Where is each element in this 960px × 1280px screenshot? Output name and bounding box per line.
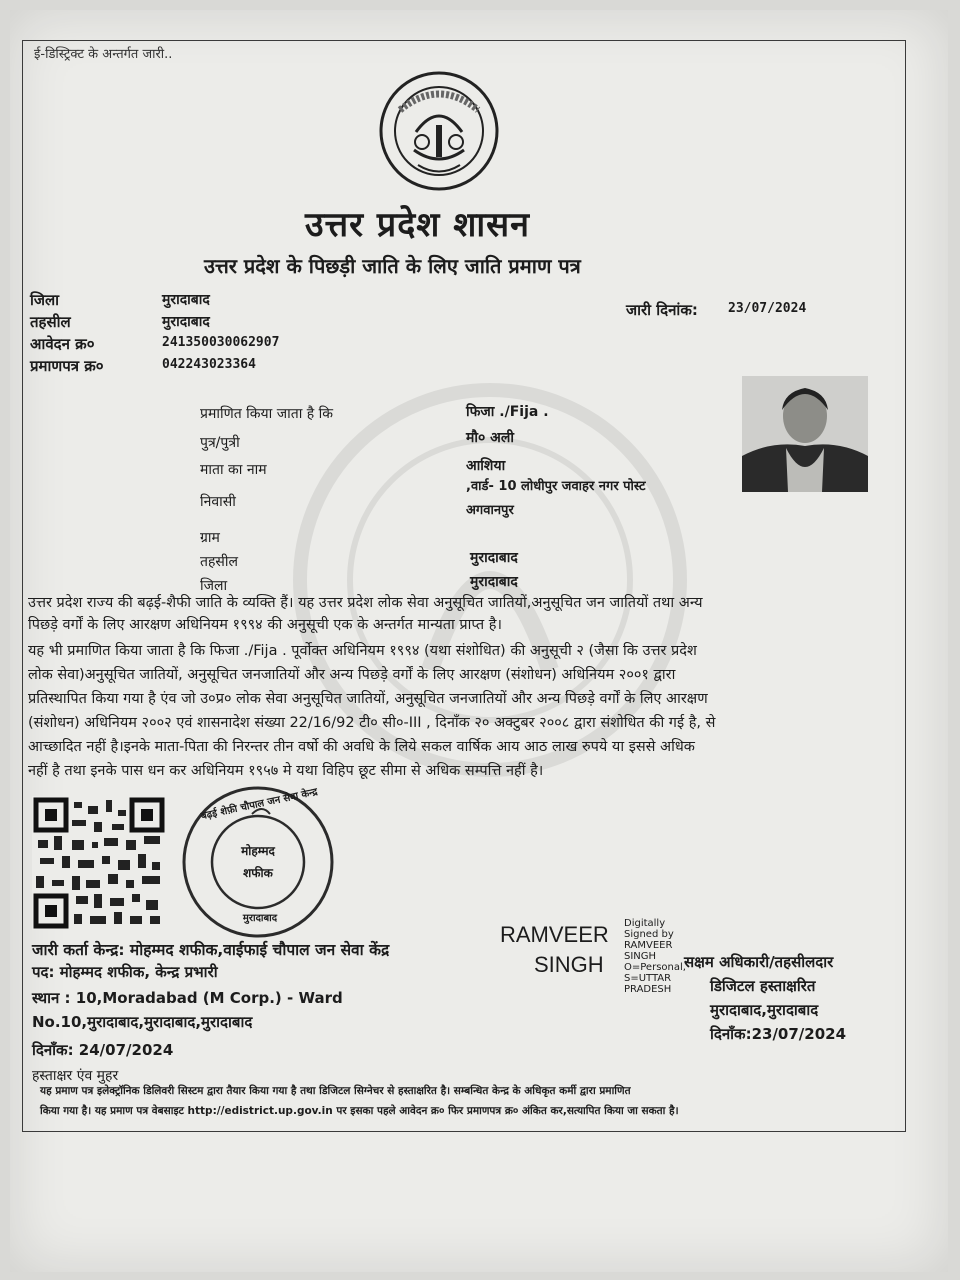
district-value: मुरादाबाद xyxy=(162,292,210,308)
signature-and-seal-label: हस्ताक्षर एंव मुहर xyxy=(32,1068,119,1084)
application-label: आवेदन क्र० xyxy=(30,335,95,353)
declaration-line: (संशोधन) अधिनियम २००२ एवं शासनादेश संख्या 22/16/92 टी० सी०-III , दिनाँक २० अक्टुबर २००८ द्वारा संशोधित की गई है, से xyxy=(28,715,716,731)
issuing-centre: जारी कर्ता केन्द्र: मोहम्मद शफीक,वाईफाई चौपाल जन सेवा केंद्र xyxy=(32,941,390,959)
declaration-line: नहीं है तथा इनके पास धन कर अधिनियम १९५७ मे यथा विहिप छूट सीमा से अधिक सम्पत्ति नहीं है। xyxy=(28,763,544,779)
tehsil-label: तहसील xyxy=(30,313,71,331)
digital-signer-name-line2: SINGH xyxy=(534,952,604,977)
application-number: 241350030062907 xyxy=(162,335,280,350)
issue-date-value: 23/07/2024 xyxy=(728,301,807,316)
qr-code-icon xyxy=(32,796,166,930)
father-name-value: मौ० अली xyxy=(466,430,514,446)
detail-label: तहसील xyxy=(200,554,238,570)
footnote-line: यह प्रमाण पत्र इलेक्ट्रॉनिक डिलिवरी सिस्टम द्वारा तैयार किया गया है तथा डिजिटल सिग्नेचर से हस्ताक्षरित है। सम्बन्धित केन्द्र के अधिकृत कर्मी द्वारा प्रमाणित xyxy=(40,1085,631,1097)
footnote-line: किया गया है। यह प्रमाण पत्र वेबसाइट http://edistrict.up.gov.in पर इसका पहले आवेदन क्र० फिर प्रमाणपत्र क्र० अंकित कर,सत्यापित किया जा सकता है। xyxy=(40,1105,679,1117)
issuer-post: पद: मोहम्मद शफीक, केन्द्र प्रभारी xyxy=(32,963,218,981)
certificate-number: 042243023364 xyxy=(162,357,256,372)
digital-signature-details: Digitally Signed by RAMVEER SINGH O=Personal, S=UTTAR PRADESH xyxy=(624,918,686,995)
detail-tehsil-value: मुरादाबाद xyxy=(470,550,518,566)
certificate-label: प्रमाणपत्र क्र० xyxy=(30,357,104,375)
header-note: ई-डिस्ट्रिक्ट के अन्तर्गत जारी.. xyxy=(34,47,173,62)
issuer-place-line2: No.10,मुरादाबाद,मुरादाबाद,मुरादाबाद xyxy=(32,1013,253,1031)
page-subtitle: उत्तर प्रदेश के पिछड़ी जाति के लिए जाति प्रमाण पत्र xyxy=(204,254,581,278)
authority-place: मुरादाबाद,मुरादाबाद xyxy=(710,1001,819,1019)
qr-code[interactable] xyxy=(32,796,166,930)
authority-title: सक्षम अधिकारी/तहसीलदार xyxy=(684,953,834,971)
declaration-line: लोक सेवा)अनुसूचित जातियों, अनुसूचित जनजातियों और अन्य पिछड़े वर्गों के लिए आरक्षण (संशोधन) अधिनियम २००१ द्वारा xyxy=(28,667,676,683)
detail-label: निवासी xyxy=(200,494,236,510)
district-label: जिला xyxy=(30,291,60,309)
address-value: ,वार्ड- 10 लोधीपुर जवाहर नगर पोस्ट xyxy=(466,479,646,494)
name-value: फिजा ./Fija . xyxy=(466,404,549,420)
detail-label: माता का नाम xyxy=(200,462,267,478)
tehsil-value: मुरादाबाद xyxy=(162,314,210,330)
stamp-inner-line2: शफीक xyxy=(243,866,273,880)
detail-label: पुत्र/पुत्री xyxy=(200,435,240,451)
declaration-line: यह भी प्रमाणित किया जाता है कि फिजा ./Fija . पूर्वोक्त अधिनियम १९९४ (यथा संशोधित) की अनुसूची २ (जैसा कि उत्तर प्रदेश xyxy=(28,643,697,659)
applicant-photo xyxy=(742,376,868,492)
detail-label: प्रमाणित किया जाता है कि xyxy=(200,406,334,422)
caste-paragraph-line: उत्तर प्रदेश राज्य की बढ़ई-शैफी जाति के व्यक्ति हैं। यह उत्तर प्रदेश लोक सेवा अनुसूचित जातियों,अनुसूचित जन जातियों तथा अन्य xyxy=(28,595,703,611)
issuer-date: दिनाँक: 24/07/2024 xyxy=(32,1041,174,1059)
mother-name-value: आशिया xyxy=(466,458,506,474)
declaration-line: आच्छादित नहीं है।इनके माता-पिता की निरन्तर तीन वर्षो की अवधि के लिये सकल वार्षिक आय आठ लाख रुपये या इससे अधिक xyxy=(28,739,695,755)
issue-date-label: जारी दिनांक: xyxy=(626,301,698,319)
detail-label: जिला xyxy=(200,578,228,594)
digital-signer-name-line1: RAMVEER xyxy=(500,922,609,947)
authority-digital-label: डिजिटल हस्ताक्षरित xyxy=(710,977,816,995)
issuer-place: स्थान : 10,Moradabad (M Corp.) - Ward xyxy=(32,989,343,1007)
up-state-emblem-icon xyxy=(378,70,500,192)
authority-date: दिनाँक:23/07/2024 xyxy=(710,1025,847,1043)
declaration-line: प्रतिस्थापित किया गया है एंव जो उ०प्र० लोक सेवा अनुसूचित जातियों, अनुसूचित जनजातियों और अन्य पिछड़े वर्गों के लिए आरक्षण xyxy=(28,691,708,707)
detail-label: ग्राम xyxy=(200,530,220,546)
detail-district-value: मुरादाबाद xyxy=(470,574,518,590)
address-value-line2: अगवानपुर xyxy=(466,503,514,518)
stamp-bottom-text: मुरादाबाद xyxy=(242,913,278,924)
stamp-inner-line1: मोहम्मद xyxy=(241,844,275,858)
stamp-outer-text: बढ़ई शेफ़ी चौपाल जन सेवा केन्द्र xyxy=(200,786,319,823)
page-title: उत्तर प्रदेश शासन xyxy=(305,205,531,245)
caste-paragraph-line: पिछड़े वर्गों के लिए आरक्षण अधिनियम १९९४ की अनुसूची एक के अन्तर्गत मान्यता प्राप्त है। xyxy=(28,617,502,633)
